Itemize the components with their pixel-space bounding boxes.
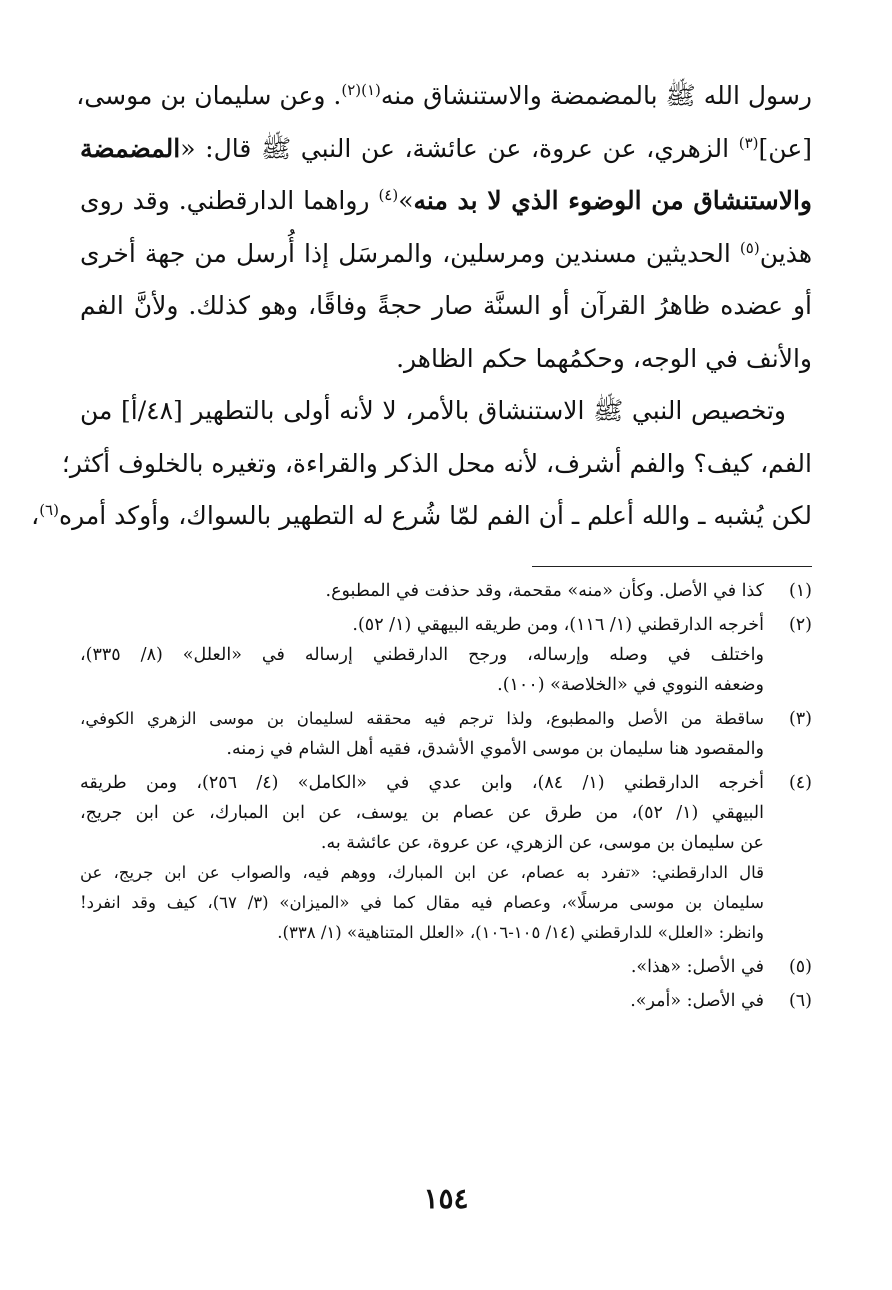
text-run: والأنف في الوجه، وحكمُهما حكم الظاهر. — [396, 343, 812, 373]
footnote-3 — [80, 704, 812, 764]
footnote-4 — [80, 768, 812, 948]
text-run: الزهري، عن عروة، عن عائشة، عن النبي ﷺ قال: « — [180, 133, 739, 163]
footnote-line: ساقطة من الأصل والمطبوع، ولذا ترجم فيه محققه لسليمان بن موسى الزهري الكوفي، — [80, 709, 764, 728]
footnote-5 — [80, 952, 812, 982]
footnote-ref: (٤) — [378, 186, 399, 204]
footnote-line: البيهقي (١/ ٥٢)، من طرق عن عصام بن يوسف، عن ابن المبارك، عن ابن جريج، — [80, 803, 764, 823]
text-run: [عن] — [758, 133, 812, 163]
text-run: وتخصيص النبي ﷺ الاستنشاق بالأمر، لا لأنه أولى بالتطهير [٤٨/أ] من — [80, 396, 786, 425]
main-line-8 — [61, 438, 812, 491]
main-line-2 — [80, 123, 812, 176]
text-run: رسول الله ﷺ بالمضمضة والاستنشاق منه — [380, 81, 812, 110]
main-line-1 — [76, 70, 812, 123]
footnote-ref: (٦) — [39, 501, 59, 519]
footnote-number: (٣) — [788, 709, 812, 729]
main-line-6 — [80, 333, 812, 386]
text-run: لكن يُشبه ـ والله أعلم ـ أن الفم لمّا شُرع له التطهير بالسواك، وأوكد أمره — [58, 501, 812, 530]
text-run: هذين — [759, 238, 812, 268]
main-text — [31, 70, 813, 543]
text-run: الفم، كيف؟ والفم أشرف، لأنه محل الذكر والقراءة، وتغيره بالخلوف أكثر؛ — [61, 448, 812, 478]
footnote-2 — [80, 610, 812, 700]
main-line-5 — [80, 280, 812, 333]
footnote-number: (١) — [788, 581, 812, 601]
footnote-line: واختلف في وصله وإرساله، ورجح الدارقطني إرساله في «العلل» (٨/ ٣٣٥)، — [80, 645, 764, 665]
main-line-9 — [31, 490, 812, 543]
bold-hadith-text: المضمضة — [80, 133, 181, 163]
footnotes — [80, 576, 812, 1016]
footnote-1 — [80, 576, 812, 606]
footnote-ref: (٣) — [738, 133, 759, 152]
footnote-number: (٥) — [788, 957, 812, 977]
text-run: الحديثين مسندين ومرسلين، والمرسَل إذا أُرسل من جهة أخرى — [80, 238, 740, 268]
bold-hadith-text: والاستنشاق من الوضوء الذي لا بد منه — [413, 186, 813, 215]
footnote-line: أخرجه الدارقطني (١/ ٨٤)، وابن عدي في «الكامل» (٤/ ٢٥٦)، ومن طريقه — [80, 773, 764, 793]
footnote-line: في الأصل: «هذا». — [630, 957, 764, 977]
text-run: » — [398, 186, 414, 215]
text-run: . وعن سليمان بن موسى، — [76, 81, 342, 110]
footnote-6 — [80, 986, 812, 1016]
footnote-line: في الأصل: «أمر». — [630, 991, 764, 1011]
footnote-number: (٦) — [788, 991, 812, 1011]
footnote-line: وانظر: «العلل» للدارقطني (١٤/ ١٠٥-١٠٦)، «العلل المتناهية» (١/ ٣٣٨). — [277, 923, 764, 942]
text-run: ، — [31, 501, 40, 530]
footnote-number: (٤) — [788, 773, 812, 793]
text-run: أو عضده ظاهرُ القرآن أو السنَّة صار حجةً وفاقًا، وهو كذلك. ولأنَّ الفم — [80, 291, 812, 320]
footnote-ref: (٥) — [739, 238, 760, 257]
footnote-line: كذا في الأصل. وكأن «منه» مقحمة، وقد حذفت في المطبوع. — [325, 581, 764, 601]
page-number: ١٥٤ — [423, 1182, 469, 1215]
footnote-line: وضعفه النووي في «الخلاصة» (١٠٠). — [497, 675, 764, 695]
main-line-7 — [80, 385, 812, 438]
footnote-line: أخرجه الدارقطني (١/ ١١٦)، ومن طريقه البيهقي (١/ ٥٢). — [352, 615, 764, 635]
main-line-4 — [80, 228, 812, 281]
footnote-number: (٢) — [788, 615, 812, 635]
footnote-line: عن سليمان بن موسى، عن الزهري، عن عروة، عن عائشة به. — [320, 833, 764, 853]
footnote-ref: (١)(٢) — [341, 81, 381, 99]
footnote-line: سليمان بن موسى مرسلًا»، وعصام فيه مقال كما في «الميزان» (٣/ ٦٧)، كيف وقد انفرد! — [80, 893, 764, 912]
footnote-line: والمقصود هنا سليمان بن موسى الأموي الأشدق، فقيه أهل الشام في زمنه. — [226, 739, 764, 759]
text-run: رواهما الدارقطني. وقد روى — [80, 186, 379, 215]
footnote-line: قال الدارقطني: «تفرد به عصام، عن ابن المبارك، ووهم فيه، والصواب عن ابن جريج، عن — [80, 863, 764, 882]
main-line-3 — [80, 175, 812, 228]
footnote-separator — [532, 566, 812, 567]
